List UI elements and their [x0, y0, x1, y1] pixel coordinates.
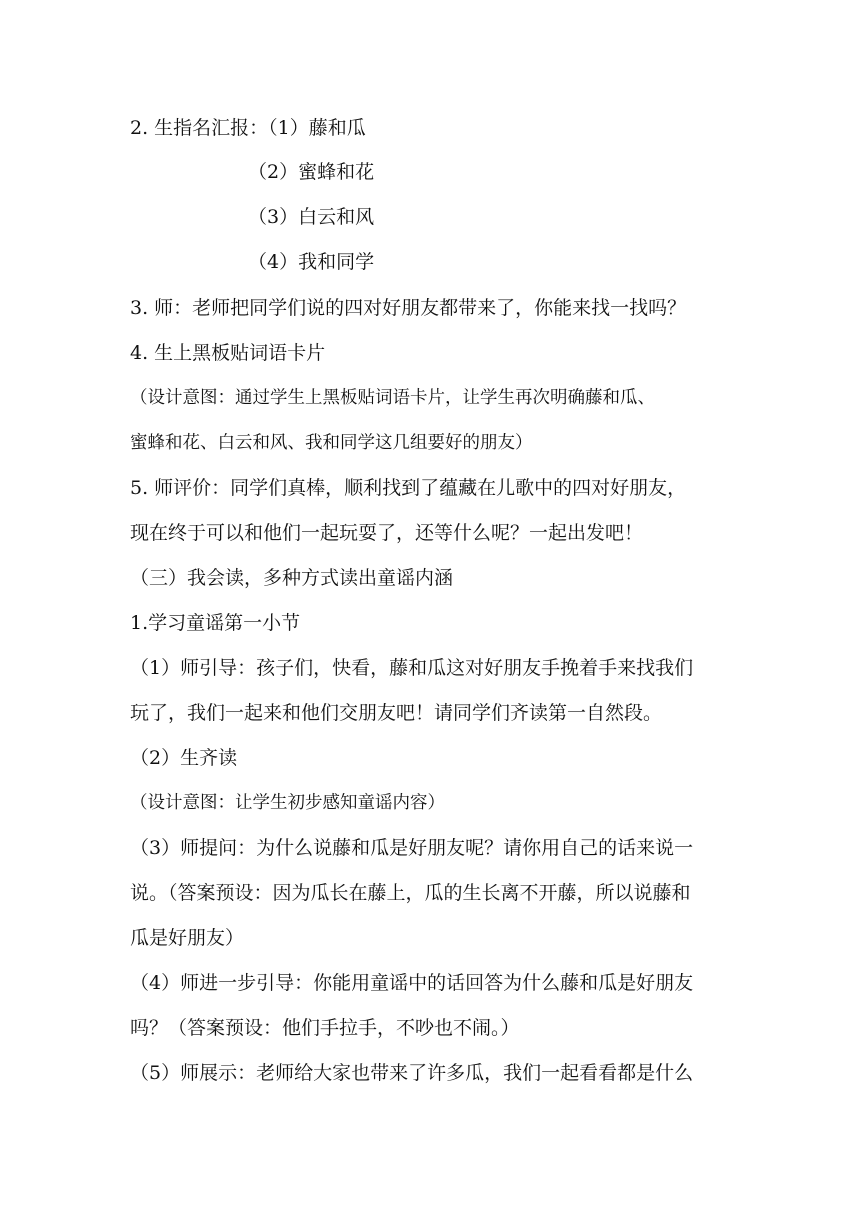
- para-3-line-2: 说。（答案预设：因为瓜长在藤上，瓜的生长离不开藤，所以说藤和: [130, 882, 691, 904]
- design-intent-line-3: （设计意图：让学生初步感知童谣内容）: [130, 793, 445, 813]
- para-3-line-1: （3）师提问：为什么说藤和瓜是好朋友呢？请你用自己的话来说一: [130, 837, 694, 859]
- report-item-2: （2）蜜蜂和花: [248, 161, 375, 183]
- para-3-line-3: 瓜是好朋友）: [130, 927, 245, 949]
- para-5-line-1: （5）师展示：老师给大家也带来了许多瓜，我们一起看看都是什么: [130, 1062, 694, 1084]
- design-intent-line-2: 蜜蜂和花、白云和风、我和同学这几组要好的朋友）: [130, 433, 533, 453]
- para-4-line-2: 吗？（答案预设：他们手拉手，不吵也不闹。）: [130, 1017, 520, 1039]
- step-5-line-2: 现在终于可以和他们一起玩耍了，还等什么呢？一起出发吧！: [130, 522, 644, 544]
- para-1-line-1: （1）师引导：孩子们，快看，藤和瓜这对好朋友手挽着手来找我们: [130, 657, 694, 679]
- design-intent-line-1: （设计意图：通过学生上黑板贴词语卡片，让学生再次明确藤和瓜、: [130, 388, 655, 408]
- report-item-4: （4）我和同学: [248, 251, 375, 273]
- para-2-line: （2）生齐读: [130, 747, 238, 769]
- para-1-line-2: 玩了，我们一起来和他们交朋友吧！请同学们齐读第一自然段。: [130, 702, 663, 724]
- para-4-line-1: （4）师进一步引导：你能用童谣中的话回答为什么藤和瓜是好朋友: [130, 972, 694, 994]
- step-4-line: 4. 生上黑板贴词语卡片: [130, 342, 326, 364]
- section-heading: （三）我会读，多种方式读出童谣内涵: [130, 567, 454, 589]
- report-item-3: （3）白云和风: [248, 206, 375, 228]
- step-3-line: 3. 师：老师把同学们说的四对好朋友都带来了，你能来找一找吗？: [130, 297, 687, 319]
- step-5-line-1: 5. 师评价：同学们真棒，顺利找到了蕴藏在儿歌中的四对好朋友，: [130, 477, 687, 499]
- report-line: 2. 生指名汇报：（1）藤和瓜: [130, 117, 366, 139]
- subsection-heading: 1.学习童谣第一小节: [130, 612, 301, 634]
